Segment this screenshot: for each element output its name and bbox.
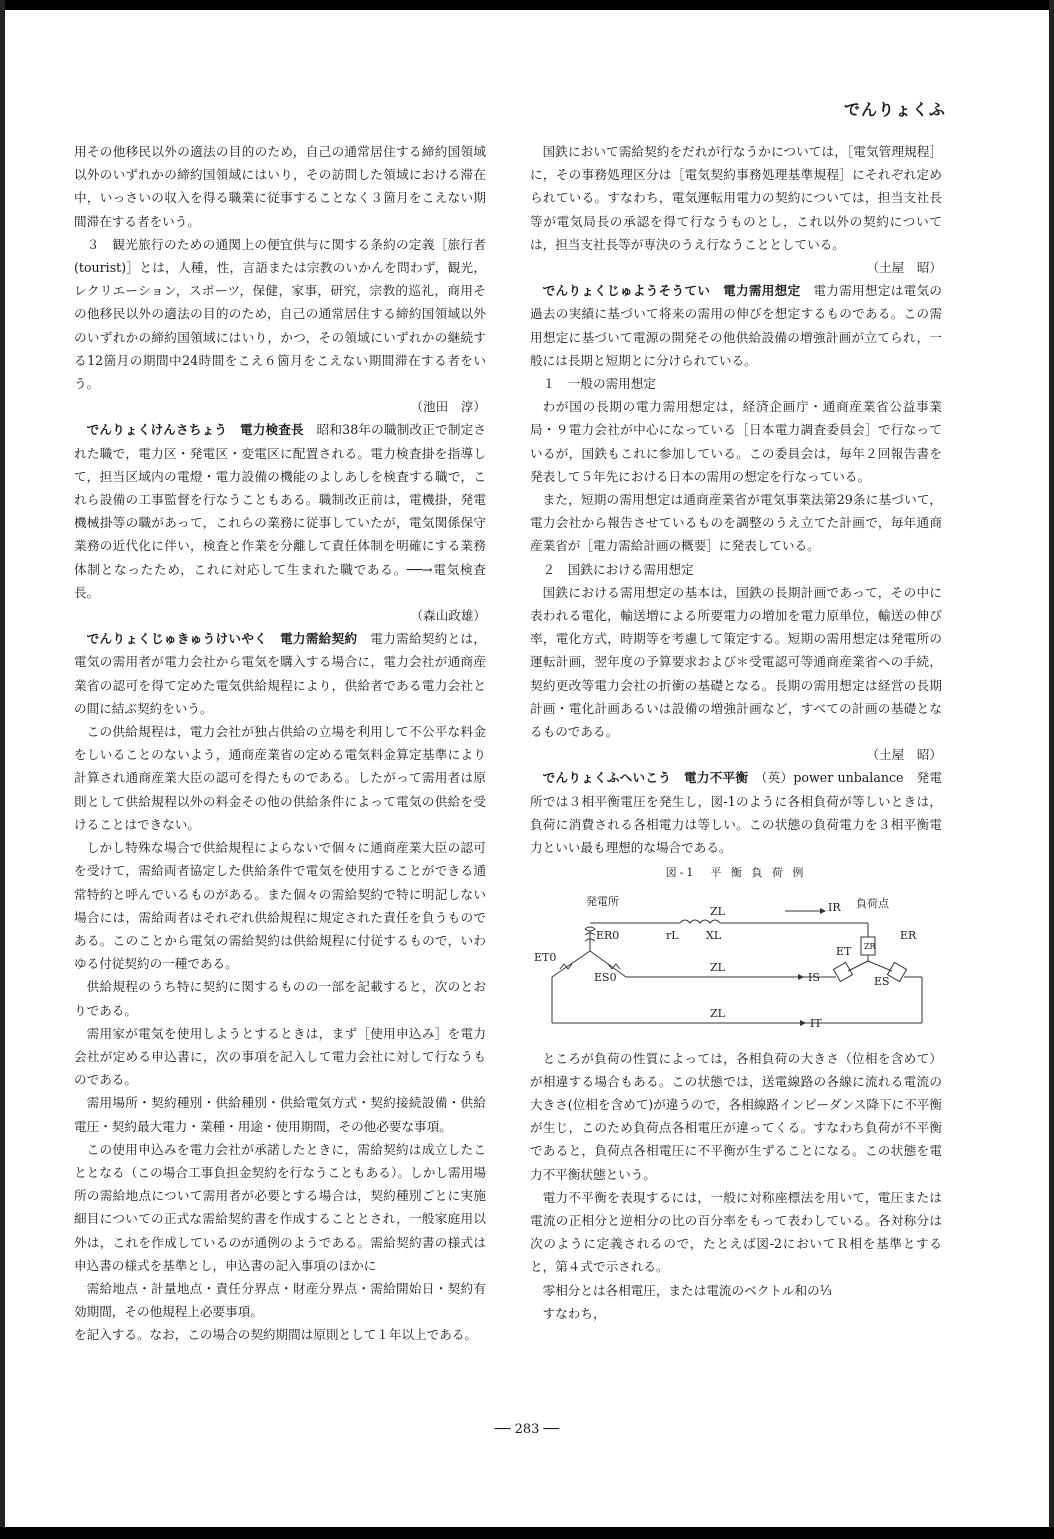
author-signature: （土屋 昭） — [866, 260, 942, 276]
label-zl-s: ZL — [710, 960, 725, 974]
paragraph-text: 需給地点・計量地点・責任分界点・財産分界点・需給開始日・契約有効期間，その他規程上必要事項。 — [74, 1280, 486, 1320]
load-t-lead — [868, 961, 892, 971]
paragraph-text: 用その他移民以外の適法の目的のため，自己の通常居住する締約国領域以外のいずれかの締約国領域にはいり，その訪問した領域における滞在中，いっさいの収入を得る職業に従事することなく３箇月をこえない期間滞在する者をいう。 — [74, 144, 486, 229]
right-column — [530, 140, 942, 1325]
paragraph — [74, 975, 486, 1021]
label-et0: ET0 — [534, 950, 557, 964]
paragraph-text: 昭和38年の職制改正で制定された職で，電力区・発電区・変電区に配置される。電力検査掛を指導して，担当区域内の電燈・電力設備の機能のよしあしを検査する職で，これら設備の工事監督を行なうこともある。職制改正前は，電機掛，発電機械掛等の職があって，これらの業務に従事していたが，電気関係保守業務の近代化に伴い，検査と作業を分離して責任体制を明確にする業務体制となったため，これに対応して生まれた職である。──→電気検査長。 — [74, 422, 486, 600]
paragraph-text: わが国の長期の電力需用想定は，経済企画庁・通商産業省公益事業局・９電力会社が中心になっている［日本電力調査委員会］で行なっているが，国鉄もこれに参加している。この委員会は，毎年２回報告書を発表して５年先における日本の需用の想定を行なっている。 — [530, 399, 942, 484]
paragraph-text: １ 一般の需用想定 — [542, 376, 656, 392]
label-ir: IR — [828, 900, 841, 914]
paragraph-text: （英）power unbalance 発電所では３相平衡電圧を発生し，図-1のように各相負荷が等しいときは，負荷に消費される各相電力は等しい。この状態の負荷電力を３相平衡電力といい最も理想的な場合である。 — [530, 770, 943, 856]
page-number: ── 283 ── — [494, 1422, 560, 1437]
entry-headword: でんりょくじゅようそうてい 電力需用想定 — [542, 283, 801, 299]
arrow-is-head — [798, 974, 804, 980]
author-signature: （森山政雄） — [410, 608, 486, 624]
paragraph-text: を記入する。なお，この場合の契約期間は原則として１年以上である。 — [74, 1327, 477, 1343]
paragraph-text: 需用家が電気を使用しようとするときは，まず［使用申込み］を電力会社が定める申込書に，次の事項を記入して電力会社に対して行なうものである。 — [74, 1025, 486, 1088]
arrow-it-head — [800, 1020, 806, 1026]
label-er-load: ER — [900, 928, 917, 942]
paragraph — [530, 1047, 942, 1186]
line-r-inductor — [680, 920, 720, 923]
load-t-impedance — [887, 962, 906, 981]
paragraph — [530, 1302, 942, 1325]
label-er0: ER0 — [596, 928, 620, 942]
paragraph — [530, 1279, 942, 1302]
entry-headword: でんりょくふへいこう 電力不平衡 — [542, 770, 749, 786]
paragraph-text: 電力需給契約とは，電気の需用者が電力会社から電気を購入する場合に，電力会社が通商産業省の認可を得て定めた電気供給規程により，供給者である電力会社との間に結ぶ契約をいう。 — [74, 631, 487, 716]
label-zr: ZR — [864, 941, 876, 951]
dictionary-entry — [74, 627, 486, 720]
right-border — [1049, 0, 1054, 1539]
label-et-load: ET — [836, 944, 852, 958]
paragraph-text: この使用申込みを電力会社が承諾したときに，需給契約は成立したこととなる（この場合工事負担金契約を行なうこともある）。しかし需用場所の需給地点について需用者が必要とする場合は，契約種別ごとに実施細目についての正式な需給契約書を作成することとされ，一般家庭用以外は，これを作成しているのが通例のようである。需給契約書の様式は申込書の様式を基準とし，申込書の記入事項のほかに — [74, 1141, 486, 1273]
author-signature: （土屋 昭） — [866, 747, 942, 763]
paragraph-text: 零相分とは各相電圧，または電流のベクトル和の⅓ — [542, 1282, 832, 1298]
figure-title: 図-1 平 衡 負 荷 例 — [665, 866, 807, 880]
label-load-point: 負荷点 — [856, 896, 889, 910]
paragraph — [530, 395, 942, 488]
paragraph-text: 供給規程のうち特に契約に関するものの一部を記載すると，次のとおりである。 — [74, 979, 486, 1018]
paragraph — [74, 1323, 486, 1346]
paragraph-text: 国鉄における需用想定の基本は，国鉄の長期計画であって，その中に表われる電化，輸送増による所要電力の増加を電力原単位，輸送の伸び率，電化方式，時期等を考慮して策定する。短期の需用想定は発電所の運転計画，翌年度の予算要求および＊受電認可等通商産業省への手続，契約更改等電力会社の折衝の基礎となる。長期の需用想定は経営の長期計画・電化計画あるいは設備の増強計画など，すべての計画の基礎となるものである。 — [530, 584, 942, 740]
author-signature: （池田 淳） — [410, 399, 486, 415]
paragraph-text: ３ 観光旅行のための通関上の便宜供与に関する条約の定義［旅行者(tourist)］とは，人種，性，言語または宗教のいかんを問わず，観光，レクリエーション，スポーツ，保健，家事，研究，宗教的巡礼，商用その他移民以外の適法の目的のため，自己の通常居住する締約国領域以外のいずれかの締約国領域にはいり，かつ，その領域にいずれかの継続する12箇月の期間中24時間をこえ６箇月をこえない期間滞在する者をいう。 — [74, 236, 486, 392]
paragraph-text: 電力需用想定は電気の過去の実績に基づいて将来の需用の伸びを想定するものである。この需用想定に基づいて電源の開発その他供給設備の増強計画が立てられ，一般には長期と短期とに分けられている。 — [530, 283, 943, 368]
paragraph — [530, 581, 942, 743]
paragraph — [530, 140, 942, 256]
label-is: IS — [808, 970, 820, 984]
right-column-top — [530, 140, 942, 859]
label-zl-r: ZL — [710, 904, 725, 918]
paragraph — [74, 1022, 486, 1092]
paragraph — [530, 1186, 942, 1279]
label-xl: XL — [706, 928, 722, 942]
paragraph-text: また，短期の需用想定は通商産業省が電気事業法第29条に基づいて，電力会社から報告させているものを調整のうえ立てた計画で，毎年通商産業省が［電力需給計画の概要］に発表している。 — [530, 492, 942, 554]
paragraph — [74, 1091, 486, 1137]
dictionary-entry — [74, 418, 486, 604]
entry-headword: でんりょくじゅきゅうけいやく 電力需給契約 — [86, 631, 358, 647]
label-es0: ES0 — [594, 970, 617, 984]
load-s-lead — [848, 961, 868, 971]
figure-1-balanced-load — [530, 889, 942, 1039]
load-s-impedance — [833, 962, 852, 981]
paragraph-text: しかし特殊な場合で供給規程によらないで個々に通商産業大臣の認可を受けて，需給両者協定した供給条件で電気を使用することができる通常特約と呼んでいるものがある。また個々の需給契約で特に明記しない場合には，需給両者はそれぞれ供給規程に規定された責任を負うものである。このことから電気の需給契約は供給規程に付従するもので，いわゆる付従契約の一種である。 — [74, 840, 486, 972]
paragraph — [74, 233, 486, 395]
paragraph — [74, 1277, 486, 1323]
label-station: 発電所 — [586, 894, 619, 908]
running-head: でんりょくふ — [843, 100, 946, 119]
bottom-border — [0, 1527, 1054, 1539]
paragraph-text: 国鉄において需給契約をだれが行なうかについては，［電気管理規程］に，その事務処理区分は［電気契約事務処理基準規程］にそれぞれ定められている。すなわち，電気運転用電力の契約については，担当支社長等が電気局長の承認を得て行なうものとし，これ以外の契約については，担当支社長等が専決のうえ行なうこととしている。 — [530, 144, 942, 252]
paragraph-text: ２ 国鉄における需用想定 — [542, 561, 694, 577]
gen-winding-t — [552, 951, 590, 977]
top-border — [0, 0, 1054, 10]
label-zl-t: ZL — [710, 1006, 725, 1020]
left-column — [74, 140, 486, 1347]
paragraph — [74, 1138, 486, 1277]
dictionary-entry — [530, 766, 942, 859]
entry-headword: でんりょくけんさちょう 電力検査長 — [86, 422, 304, 438]
paragraph — [74, 836, 486, 975]
label-rl: rL — [666, 928, 679, 942]
dictionary-entry — [530, 279, 942, 372]
circuit-diagram — [530, 889, 942, 1039]
paragraph — [74, 140, 486, 233]
paragraph — [74, 720, 486, 836]
paragraph-text: 需用場所・契約種別・供給種別・供給電気方式・契約接続設備・供給電圧・契約最大電力・業種・用途・使用期間，その他必要な事項。 — [74, 1095, 486, 1134]
paragraph — [530, 488, 942, 558]
paragraph-text: 電力不平衡を表現するには，一般に対称座標法を用いて，電圧または電流の正相分と逆相分の比の百分率をもって表わしている。各対称分は次のように定義されるので，たとえば図-2においてＲ相を基準とすると，第４式で示される。 — [530, 1189, 942, 1275]
paragraph-text: ところが負荷の性質によっては，各相負荷の大きさ（位相を含めて）が相違する場合もある。この状態では，送電線路の各線に流れる電流の大きさ(位相を含めて)が違うので，各相線路インピーダンス降下に不平衡が生じ，このため負荷点各相電圧が違ってくる。すなわち負荷が不平衡であると，負荷点各相電圧に不平衡が生ずることになる。この状態を電力不平衡状態という。 — [530, 1050, 942, 1182]
label-es-load: ES — [874, 974, 890, 988]
paragraph-text: すなわち， — [542, 1305, 606, 1321]
paragraph-text: この供給規程は，電力会社が独占供給の立場を利用して不公平な料金をしいることのないよう，通商産業省の定める電気料金算定基準により計算され通商産業大臣の認可を得たものである。したがって需用者は原則として供給規程以外の料金その他の供給条件によって電気の供給を受けることはできない。 — [74, 724, 486, 832]
label-it: IT — [810, 1016, 822, 1030]
paragraph — [530, 558, 942, 581]
right-column-bottom — [530, 1047, 942, 1325]
left-border — [0, 0, 5, 1539]
paragraph — [530, 372, 942, 395]
arrow-ir-head — [820, 908, 826, 914]
